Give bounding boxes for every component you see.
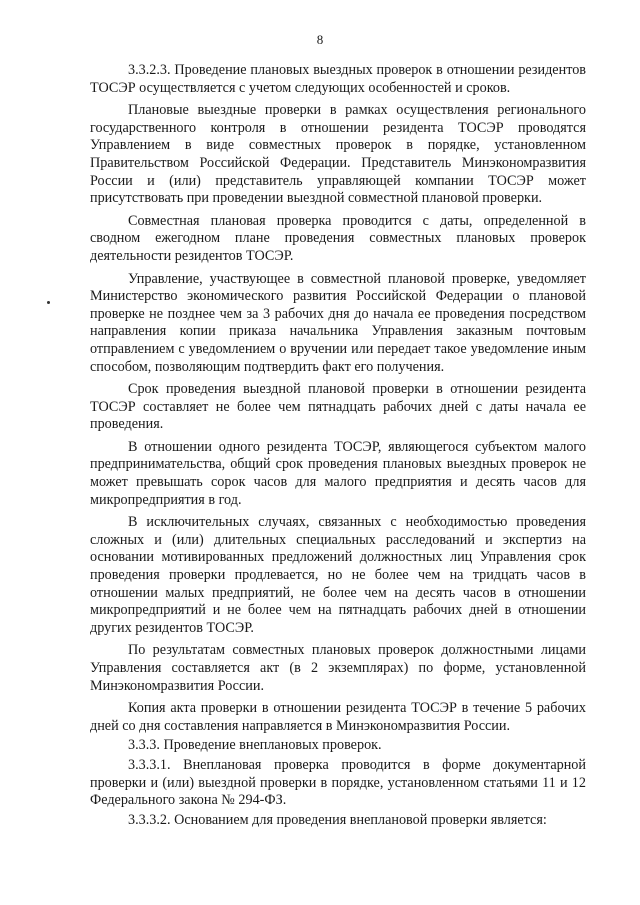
margin-mark (47, 301, 50, 304)
paragraph-act: По результатам совместных плановых проверок должностными лицами Управления составляется акт (в 2 экземплярах) по форме, установленной Минэкономразвития России. (90, 642, 586, 694)
paragraph-joint-plan-date: Совместная плановая проверка проводится с даты, определенной в сводном ежегодном плане проведения совместных плановых проверок деятельности резидентов ТОСЭР. (90, 212, 586, 264)
paragraph-3-3-2-3: 3.3.2.3. Проведение плановых выездных проверок в отношении резидентов ТОСЭР осуществляется с учетом следующих особенностей и сроков. (90, 62, 586, 96)
paragraph-3-3-3-2: 3.3.3.2. Основанием для проведения внеплановой проверки является: (128, 811, 547, 828)
paragraph-small-business-term: В отношении одного резидента ТОСЭР, являющегося субъектом малого предпринимательства, общий срок проведения плановых выездных проверок не может превышать сорок часов для малого предприятия и десять часов для микропредприятия в год. (90, 438, 586, 508)
paragraph-inspection-term: Срок проведения выездной плановой проверки в отношении резидента ТОСЭР составляет не более чем пятнадцать рабочих дней с даты начала ее проведения. (90, 381, 586, 433)
paragraph-3-3-3: 3.3.3. Проведение внеплановых проверок. (128, 737, 382, 754)
paragraph-joint-inspections: Плановые выездные проверки в рамках осуществления регионального государственного контроля в отношении резидента ТОСЭР проводятся Управлением в виде совместных проверок в порядке, установленном Правительством Российской Федерации. Представитель Минэкономразвития России и (или) представитель управляющей компании ТОСЭР может присутствовать при проведении выездной совместной плановой проверки. (90, 102, 586, 207)
paragraph-act-copy: Копия акта проверки в отношении резидента ТОСЭР в течение 5 рабочих дней со дня составления направляется в Минэкономразвития России. (90, 700, 586, 734)
paragraph-3-3-3-1: 3.3.3.1. Внеплановая проверка проводится в форме документарной проверки и (или) выездной проверки в порядке, установленном статьями 11 и 12 Федерального закона № 294-ФЗ. (90, 756, 586, 809)
paragraph-extension: В исключительных случаях, связанных с необходимостью проведения сложных и (или) длительных специальных расследований и экспертиз на основании мотивированных предложений должностных лиц Управления срок проведения проверки продлевается, но не более чем на тридцать часов в отношении малых предприятий, не более чем на десять часов в отношении микропредприятий и не более чем на пятнадцать рабочих дней в отношении других резидентов ТОСЭР. (90, 514, 586, 636)
page-number: 8 (316, 32, 324, 47)
paragraph-notification: Управление, участвующее в совместной плановой проверке, уведомляет Министерство экономического развития Российской Федерации о плановой проверке не позднее чем за 3 рабочих дня до начала ее проведения посредством направления копии приказа начальника Управления заказным почтовым отправлением с уведомлением о вручении или передает такое уведомление иным способом, позволяющим подтвердить факт его получения. (90, 270, 586, 375)
document-body (90, 62, 586, 831)
